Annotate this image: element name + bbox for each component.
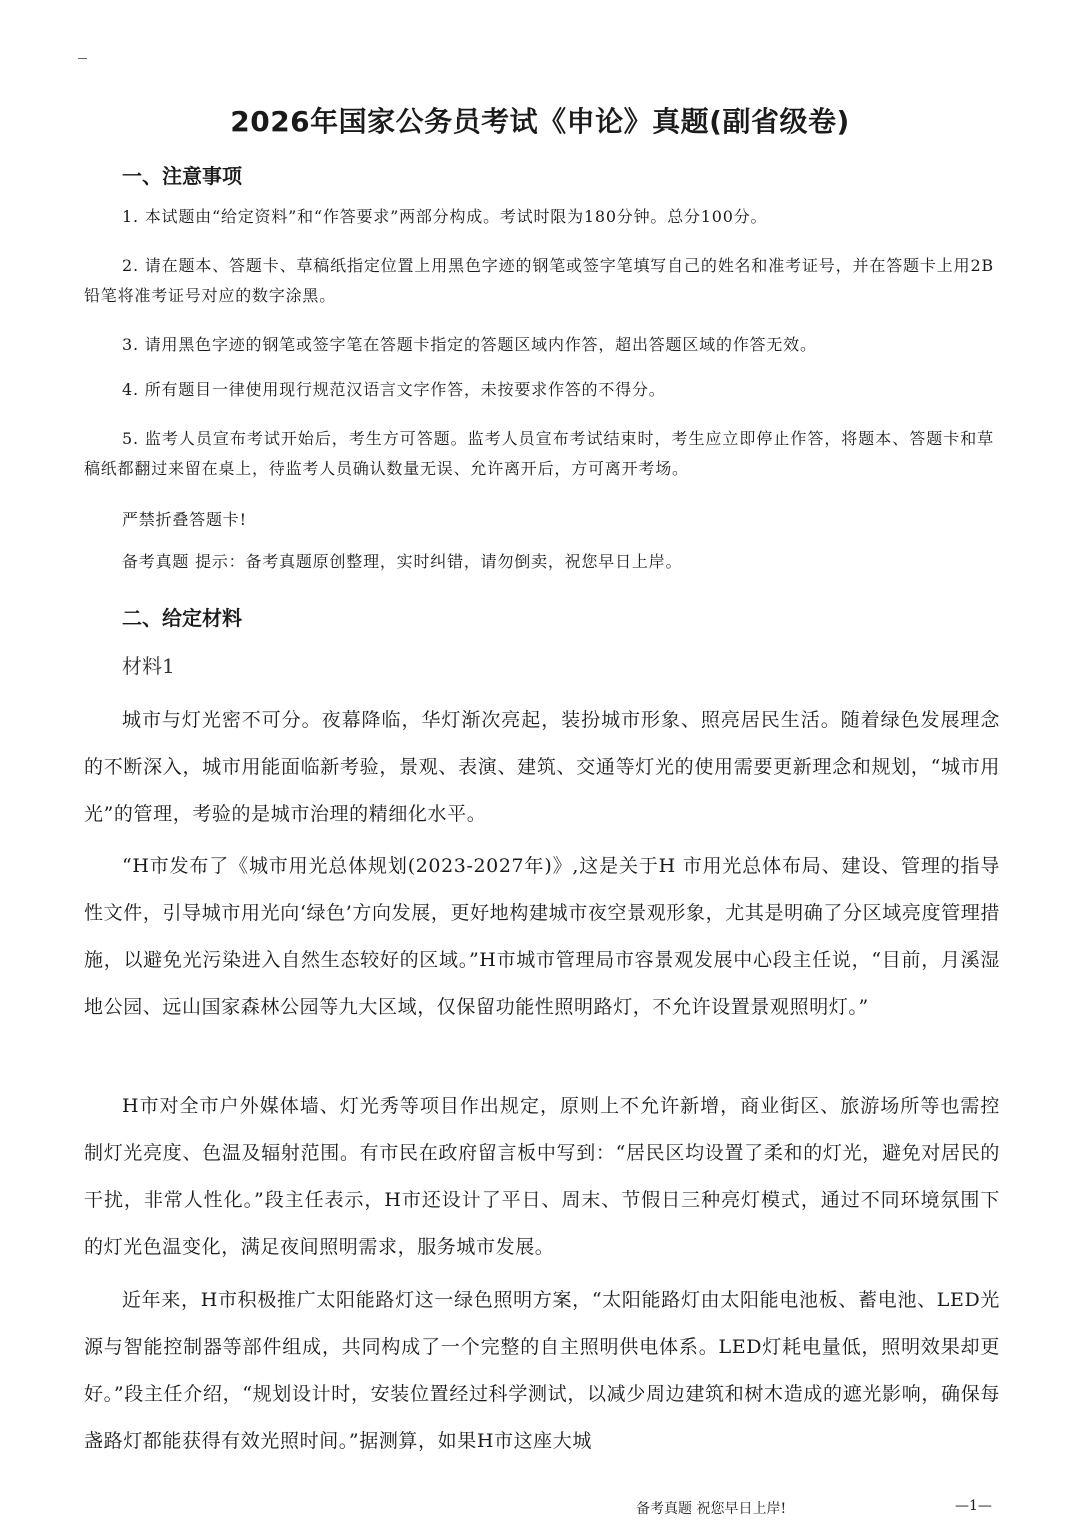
material-label: 材料1	[122, 654, 175, 678]
warning-text: 严禁折叠答题卡!	[122, 510, 247, 529]
material-paragraph: 近年来，H市积极推广太阳能路灯这一绿色照明方案，“太阳能路灯由太阳能电池板、蓄电池、LED光源与智能控制器等部件组成，共同构成了一个完整的自主照明供电体系。LED灯耗电量低，照明效果却更好。”段主任介绍，“规划设计时，安装位置经过科学测试，以减少周边建筑和树木造成的遮光影响，确保每盏路灯都能获得有效光照时间。”据测算，如果H市这座大城	[84, 1289, 1000, 1452]
notice-item-5: 5. 监考人员宣布考试开始后，考生方可答题。监考人员宣布考试结束时，考生应立即停止作答，将题本、答题卡和草稿纸都翻过来留在桌上，待监考人员确认数量无误、允许离开后，方可离开考场。	[84, 429, 994, 478]
material-paragraph: “H市发布了《城市用光总体规划(2023-2027年)》,这是关于H 市用光总体布局、建设、管理的指导性文件，引导城市用光向‘绿色’方向发展，更好地构建城市夜空景观形象，尤其是明确了分区域亮度管理措施，以避免光污染进入自然生态较好的区域。”H市城市管理局市容景观发展中心段主任说，“目前，月溪湿地公园、远山国家森林公园等九大区域，仅保留功能性照明路灯，不允许设置景观照明灯。”	[84, 855, 1000, 1018]
footer-note: 备考真题 祝您早日上岸!	[636, 1501, 787, 1517]
section-heading-materials: 二、给定材料	[122, 606, 242, 630]
notice-item-2: 2. 请在题本、答题卡、草稿纸指定位置上用黑色字迹的钢笔或签字笔填写自己的姓名和准考证号，并在答题卡上用2B铅笔将准考证号对应的数字涂黑。	[84, 256, 994, 305]
tip-text: 备考真题 提示：备考真题原创整理，实时纠错，请勿倒卖，祝您早日上岸。	[122, 552, 683, 571]
material-paragraph: 城市与灯光密不可分。夜幕降临，华灯渐次亮起，装扮城市形象、照亮居民生活。随着绿色发展理念的不断深入，城市用能面临新考验，景观、表演、建筑、交通等灯光的使用需要更新理念和规划，“城市用光”的管理，考验的是城市治理的精细化水平。	[84, 709, 1000, 825]
material-paragraph: H市对全市户外媒体墙、灯光秀等项目作出规定，原则上不允许新增，商业街区、旅游场所等也需控制灯光亮度、色温及辐射范围。有市民在政府留言板中写到：“居民区均设置了柔和的灯光，避免对居民的干扰，非常人性化。”段主任表示，H市还设计了平日、周末、节假日三种亮灯模式，通过不同环境氛围下的灯光色温变化，满足夜间照明需求，服务城市发展。	[84, 1095, 1000, 1258]
notice-item-1: 1. 本试题由“给定资料”和“作答要求”两部分构成。考试时限为180分钟。总分100分。	[122, 207, 768, 226]
notice-item-4: 4. 所有题目一律使用现行规范汉语言文字作答，未按要求作答的不得分。	[122, 380, 666, 399]
section-heading-notice: 一、注意事项	[122, 164, 242, 188]
page-number: —1—	[955, 1498, 992, 1514]
corner-mark	[78, 58, 87, 59]
notice-item-3: 3. 请用黑色字迹的钢笔或签字笔在答题卡指定的答题区域内作答，超出答题区域的作答无效。	[122, 335, 817, 354]
page-title: 2026年国家公务员考试《申论》真题(副省级卷)	[230, 105, 850, 138]
